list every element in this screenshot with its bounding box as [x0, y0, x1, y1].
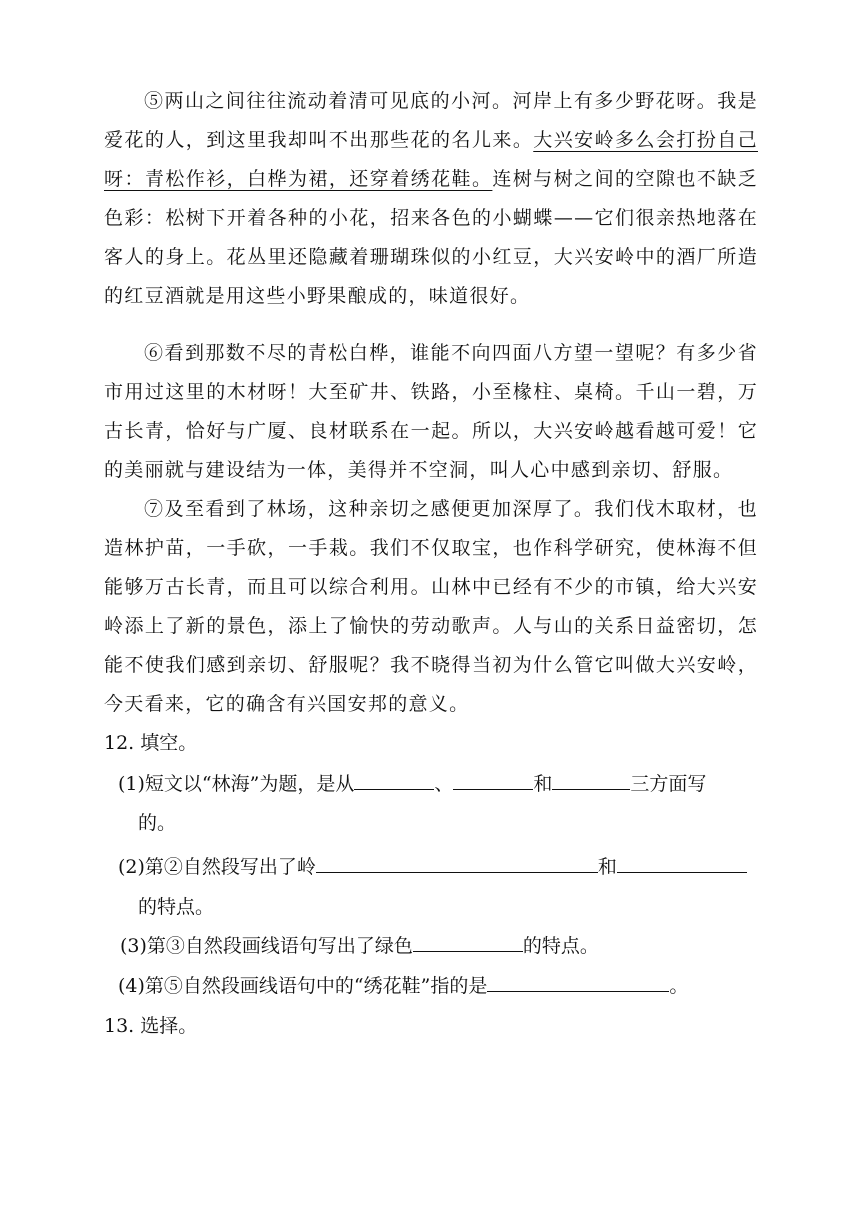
answer-blank[interactable] [617, 848, 747, 873]
q12-3-text: (3)第③自然段画线语句写出了绿色 [120, 935, 413, 957]
paragraph-5 [104, 82, 758, 316]
answer-blank[interactable] [552, 765, 630, 790]
q12-3-text-tail: 的特点。 [522, 935, 599, 957]
question-12-4 [118, 967, 688, 1006]
q12-1-text-tail: 三方面写 [630, 773, 707, 795]
question-13-title: 13. 选择。 [104, 1015, 198, 1037]
q12-1-separator: 和 [533, 773, 553, 795]
question-12-3 [120, 927, 599, 966]
question-12-2-cont: 的特点。 [138, 896, 215, 918]
answer-blank[interactable] [487, 967, 669, 992]
paragraph-6: ⑥看到那数不尽的青松白桦，谁能不向四面八方望一望呢？有多少省市用过这里的木材呀！大至矿井、铁路，小至椽柱、桌椅。千山一碧，万古长青，恰好与广厦、良材联系在一起。所以，大兴安岭越看越可爱！它的美丽就与建设结为一体，美得并不空洞，叫人心中感到亲切、舒服。 [104, 342, 758, 481]
q12-1-text: (1)短文以“林海”为题，是从 [118, 773, 355, 795]
question-12-1-cont: 的。 [138, 812, 177, 834]
paragraph-5-text: ⑤两山之间往往流动着清可见底的小河。河岸上有多少野花呀。我是爱花的人，到这里我却叫不出那些花的名儿来。 [104, 90, 758, 151]
answer-blank[interactable] [453, 765, 533, 790]
q12-2-separator: 和 [597, 856, 617, 878]
answer-blank[interactable] [413, 927, 523, 952]
q12-1-separator: 、 [434, 773, 454, 795]
answer-blank[interactable] [316, 848, 598, 873]
answer-blank[interactable] [354, 765, 434, 790]
q12-4-text-tail: 。 [669, 975, 689, 997]
q12-2-text: (2)第②自然段写出了岭 [118, 856, 316, 878]
paragraph-5-text-cont: 连树与树之间的空隙也不缺乏色彩：松树下开着各种的小花，招来各色的小蝴蝶——它们很亲热地落在客人的身上。花丛里还隐藏着珊瑚珠似的小红豆，大兴安岭中的酒厂所造的红豆酒就是用这些小野果酿成的，味道很好。 [104, 168, 759, 307]
question-12-2 [118, 848, 747, 887]
question-12-title: 12. 填空。 [104, 732, 198, 754]
underlined-sentence: 大兴安岭多么会打扮自己呀：青松作衫，白桦为裙，还穿着绣花鞋。 [104, 129, 758, 190]
paragraph-7: ⑦及至看到了林场，这种亲切之感便更加深厚了。我们伐木取材，也造林护苗，一手砍，一手栽。我们不仅取宝，也作科学研究，使林海不但能够万古长青，而且可以综合利用。山林中已经有不少的市镇，给大兴安岭添上了新的景色，添上了愉快的劳动歌声。人与山的关系日益密切，怎能不使我们感到亲切、舒服呢？我不晓得当初为什么管它叫做大兴安岭，今天看来，它的确含有兴国安邦的意义。 [104, 498, 758, 715]
question-12-1 [118, 765, 706, 804]
q12-4-text: (4)第⑤自然段画线语句中的“绣花鞋”指的是 [118, 975, 488, 997]
